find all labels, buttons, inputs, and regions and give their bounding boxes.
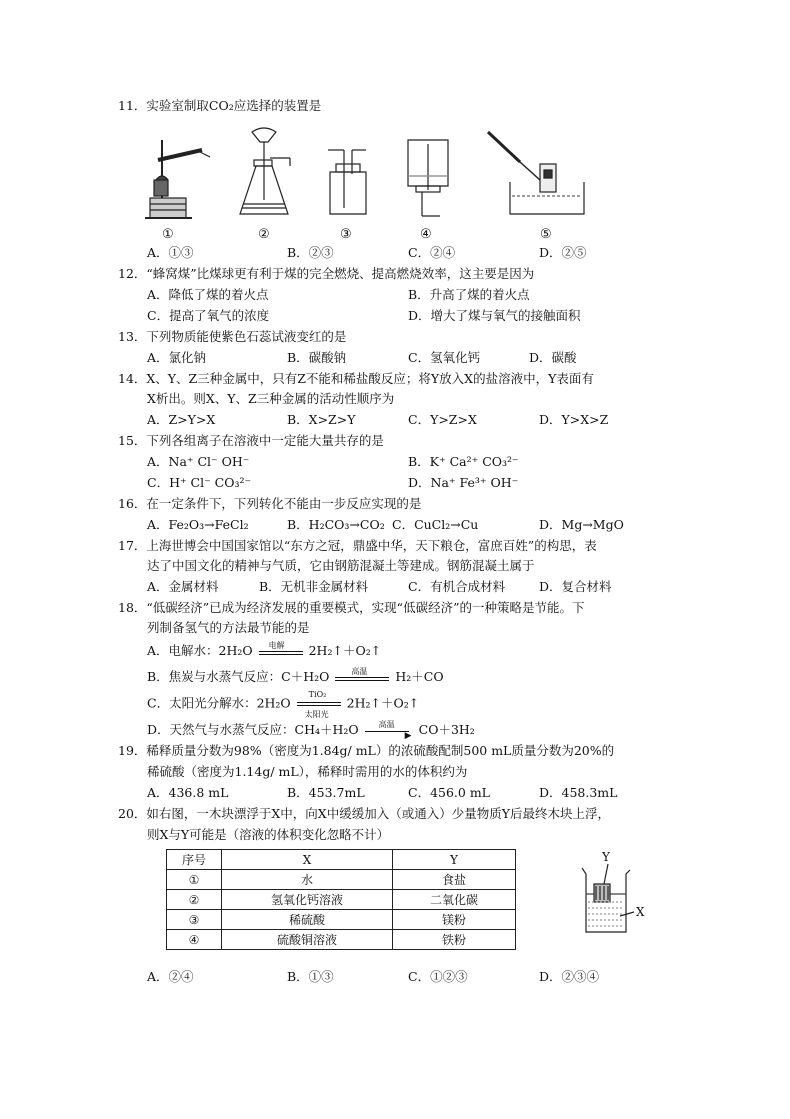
table-row <box>167 930 516 950</box>
q18-c-reactants: C．太阳光分解水：2H₂O <box>147 695 291 711</box>
q11-option-b: B．②③ <box>287 245 334 260</box>
apparatus-4-icon <box>408 140 448 216</box>
q14-stem-line1: 14．X、Y、Z三种金属中，只有Z不能和稀盐酸反应；将Y放入X的盐溶液中，Y表面有 <box>118 371 594 386</box>
q18-c-products: 2H₂↑＋O₂↑ <box>346 695 420 711</box>
q12-option-c: C．提高了氧气的浓度 <box>147 308 270 323</box>
q14-option-c: C．Y>Z>X <box>408 412 477 427</box>
q18-d-products: CO＋3H₂ <box>418 722 475 737</box>
table-header-cell: X <box>222 850 393 870</box>
q16-option-d: D．Mg→MgO <box>539 517 624 532</box>
q13-option-b: B．碳酸钠 <box>287 350 347 365</box>
q18-option-b <box>147 668 444 687</box>
q18-option-a <box>147 642 381 661</box>
q14-stem-line2: X析出。则X、Y、Z三种金属的活动性顺序为 <box>147 391 395 406</box>
table-cell: ① <box>167 870 222 890</box>
apparatus-2-icon <box>240 128 290 214</box>
apparatus-3-icon <box>328 150 366 214</box>
table-cell: ② <box>167 890 222 910</box>
q16-option-c: C．CuCl₂→Cu <box>392 517 479 532</box>
q18-option-d: D．天然气与水蒸气反应：CH₄＋H₂O 高温 ▶ CO＋3H₂ <box>147 721 475 740</box>
q13-stem: 13．下列物质能使紫色石蕊试液变红的是 <box>118 329 347 344</box>
q17-stem-line1: 17．上海世博会中国国家馆以“东方之冠，鼎盛中华，天下粮仓，富庶百姓”的构思，表 <box>118 538 597 553</box>
q15-stem: 15．下列各组离子在溶液中一定能大量共存的是 <box>118 433 384 448</box>
table-header-cell: Y <box>393 850 516 870</box>
q18-d-condition: 高温 <box>378 719 395 729</box>
q17-option-a: A．金属材料 <box>147 579 219 594</box>
table-cell: 稀硫酸 <box>222 910 393 930</box>
q11-option-a: A．①③ <box>147 245 194 260</box>
table-cell: 镁粉 <box>393 910 516 930</box>
apparatus-1-icon <box>145 140 210 218</box>
beaker-icon <box>582 864 634 932</box>
q19-stem-line1: 19．稀释质量分数为98%（密度为1.84g/ mL）的浓硫酸配制500 mL质量分数为20%的 <box>118 743 615 758</box>
apparatus-figure <box>140 120 600 245</box>
table-cell: 硫酸铜溶液 <box>222 930 393 950</box>
q19-option-b: B．453.7mL <box>287 785 365 800</box>
q16-option-b: B．H₂CO₃→CO₂ <box>287 517 385 532</box>
apparatus-label-4: ④ <box>420 227 432 242</box>
apparatus-5-icon <box>488 132 584 214</box>
table-row <box>167 890 516 910</box>
q18-b-reactants: B．焦炭与水蒸气反应：C＋H₂O <box>147 669 330 684</box>
q11-option-d: D．②⑤ <box>539 245 587 260</box>
q15-option-b: B．K⁺ Ca²⁺ CO₃²⁻ <box>408 454 519 469</box>
table-cell: ④ <box>167 930 222 950</box>
q17-stem-line2: 达了中国文化的精神与气质，它由钢筋混凝土等建成。钢筋混凝土属于 <box>147 558 535 573</box>
q18-stem-line1: 18．“低碳经济”已成为经济发展的重要模式，实现“低碳经济”的一种策略是节能。下 <box>118 600 585 615</box>
q16-stem: 16．在一定条件下，下列转化不能由一步反应实现的是 <box>118 496 422 511</box>
q20-option-d: D．②③④ <box>539 969 600 984</box>
q11-stem: 11．实验室制取CO₂应选择的装置是 <box>118 98 322 113</box>
q19-stem-line2: 稀硫酸（密度为1.14g/ mL），稀释时需用的水的体积约为 <box>147 764 468 779</box>
q12-option-a: A．降低了煤的着火点 <box>147 287 269 302</box>
q20-stem-line2: 则X与Y可能是（溶液的体积变化忽略不计） <box>147 827 390 842</box>
q18-c-condition-top: TiO₂ <box>308 690 327 699</box>
figure-label-x: X <box>636 905 645 919</box>
q15-option-c: C．H⁺ Cl⁻ CO₃²⁻ <box>147 475 252 490</box>
q12-option-d: D．增大了煤与氧气的接触面积 <box>408 308 581 323</box>
table-cell: 铁粉 <box>393 930 516 950</box>
apparatus-label-1: ① <box>162 227 174 242</box>
apparatus-label-3: ③ <box>340 227 352 242</box>
q18-d-reactants: D．天然气与水蒸气反应：CH₄＋H₂O <box>147 722 359 737</box>
q18-a-condition: 电解 <box>268 640 285 650</box>
figure-label-y: Y <box>602 850 610 864</box>
q18-c-condition-bottom: 太阳光 <box>304 710 329 719</box>
q13-option-d: D．碳酸 <box>529 350 577 365</box>
table-header-cell: 序号 <box>167 850 222 870</box>
q18-a-reactants: A．电解水：2H₂O <box>147 643 253 658</box>
q20-option-b: B．①③ <box>287 969 334 984</box>
q14-option-b: B．X>Z>Y <box>287 412 356 427</box>
table-header-row <box>167 850 516 870</box>
q15-option-a: A．Na⁺ Cl⁻ OH⁻ <box>147 454 250 469</box>
q11-option-c: C．②④ <box>408 245 456 260</box>
q13-option-c: C．氢氧化钙 <box>408 350 481 365</box>
q17-option-d: D．复合材料 <box>539 579 612 594</box>
q13-option-a: A．氯化钠 <box>147 350 207 365</box>
q12-option-b: B．升高了煤的着火点 <box>408 287 530 302</box>
q18-a-products: 2H₂↑＋O₂↑ <box>308 643 382 658</box>
apparatus-label-5: ⑤ <box>540 227 552 242</box>
q18-b-products: H₂＋CO <box>395 669 444 684</box>
q14-option-d: D．Y>X>Z <box>539 412 609 427</box>
apparatus-label-2: ② <box>258 227 270 242</box>
q15-option-d: D．Na⁺ Fe³⁺ OH⁻ <box>408 475 519 490</box>
q12-stem: 12．“蜂窝煤”比煤球更有利于煤的完全燃烧、提高燃烧效率，这主要是因为 <box>118 266 535 281</box>
q20-option-a: A．②④ <box>147 969 194 984</box>
table-cell: 氢氧化钙溶液 <box>222 890 393 910</box>
table-cell: 二氧化碳 <box>393 890 516 910</box>
q17-option-c: C．有机合成材料 <box>408 579 506 594</box>
table-cell: ③ <box>167 910 222 930</box>
q18-b-condition: 高温 <box>351 666 368 676</box>
table-row <box>167 910 516 930</box>
beaker-figure <box>576 846 656 946</box>
q16-option-a: A．Fe₂O₃→FeCl₂ <box>147 517 249 532</box>
q20-stem-line1: 20．如右图，一木块漂浮于X中，向X中缓缓加入（或通入）少量物质Y后最终木块上浮， <box>118 806 610 821</box>
q18-option-c <box>147 690 420 719</box>
q18-stem-line2: 列制备氢气的方法最节能的是 <box>147 620 310 635</box>
q14-option-a: A．Z>Y>X <box>147 412 216 427</box>
q20-option-c: C．①②③ <box>408 969 468 984</box>
table-row <box>167 870 516 890</box>
q19-option-a: A．436.8 mL <box>147 785 229 800</box>
q19-option-d: D．458.3mL <box>539 785 618 800</box>
table-cell: 食盐 <box>393 870 516 890</box>
table-cell: 水 <box>222 870 393 890</box>
q20-table <box>166 849 516 950</box>
q17-option-b: B．无机非金属材料 <box>259 579 369 594</box>
q19-option-c: C．456.0 mL <box>408 785 490 800</box>
